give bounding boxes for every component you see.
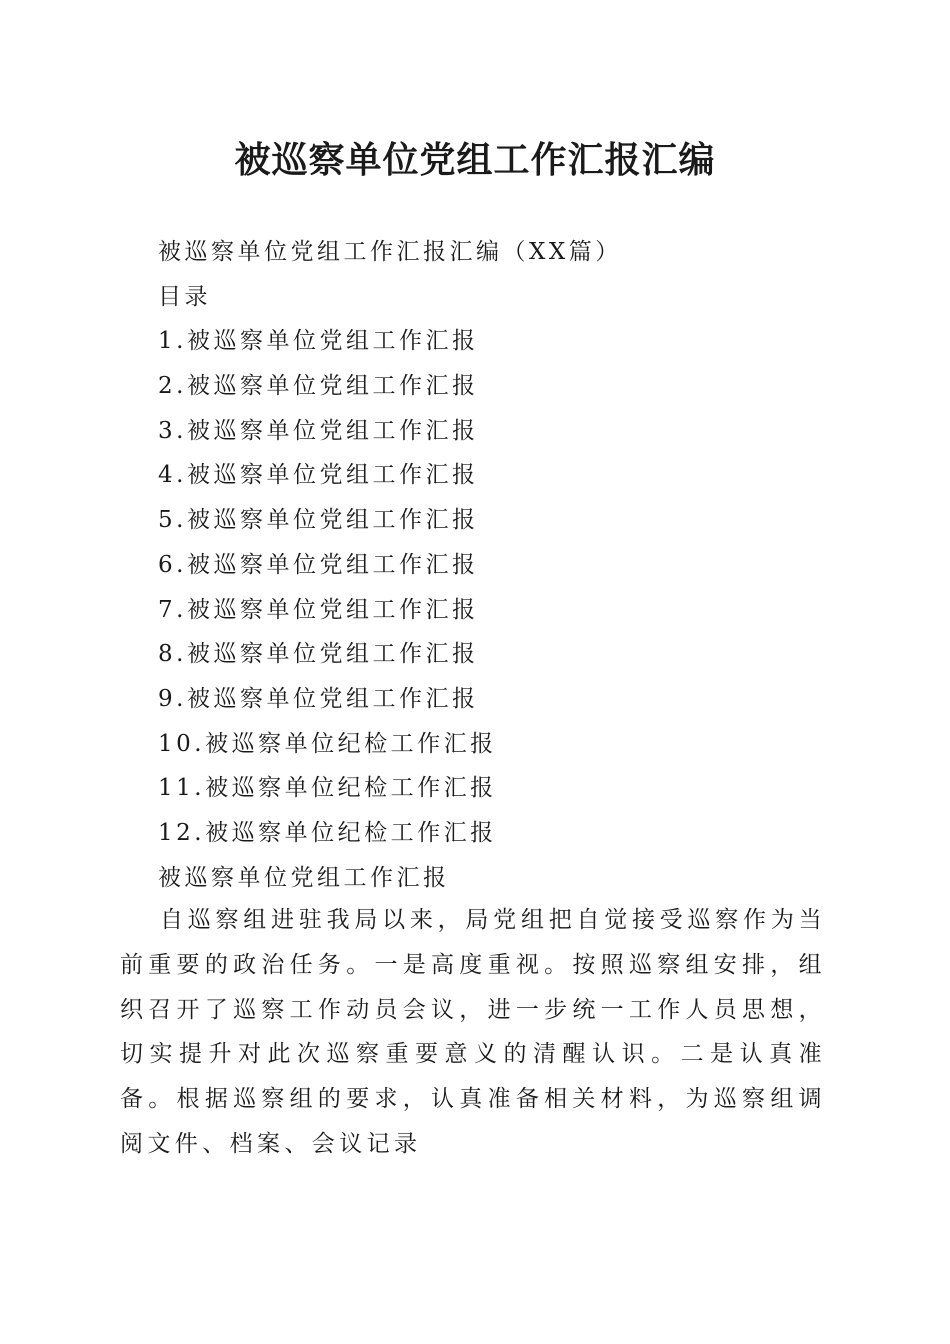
toc-item: 5.被巡察单位党组工作汇报 xyxy=(158,507,479,534)
toc-item: 1.被巡察单位党组工作汇报 xyxy=(158,328,479,355)
toc-item: 7.被巡察单位党组工作汇报 xyxy=(158,596,479,623)
document-subtitle: 被巡察单位党组工作汇报汇编（XX篇） xyxy=(158,239,622,265)
toc-heading: 目录 xyxy=(158,283,211,310)
toc-item: 2.被巡察单位党组工作汇报 xyxy=(158,373,479,400)
table-of-contents xyxy=(158,230,858,900)
document-title: 被巡察单位党组工作汇报汇编 xyxy=(234,139,716,181)
toc-item: 8.被巡察单位党组工作汇报 xyxy=(158,641,479,668)
toc-item: 6.被巡察单位党组工作汇报 xyxy=(158,551,479,578)
toc-item: 12.被巡察单位纪检工作汇报 xyxy=(158,819,497,846)
toc-item: 10.被巡察单位纪检工作汇报 xyxy=(158,730,497,757)
toc-item: 11.被巡察单位纪检工作汇报 xyxy=(158,775,497,802)
toc-item: 9.被巡察单位党组工作汇报 xyxy=(158,685,479,712)
body-paragraph: 自巡察组进驻我局以来，局党组把自觉接受巡察作为当前重要的政治任务。一是高度重视。按照巡察组安排，组织召开了巡察工作动员会议，进一步统一工作人员思想，切实提升对此次巡察重要意义的清醒认识。二是认真准备。根据巡察组的要求，认真准备相关材料，为巡察组调阅文件、档案、会议记录 xyxy=(120,907,826,1157)
toc-item: 4.被巡察单位党组工作汇报 xyxy=(158,462,479,489)
section-heading: 被巡察单位党组工作汇报 xyxy=(158,864,450,891)
toc-item: 3.被巡察单位党组工作汇报 xyxy=(158,417,479,444)
